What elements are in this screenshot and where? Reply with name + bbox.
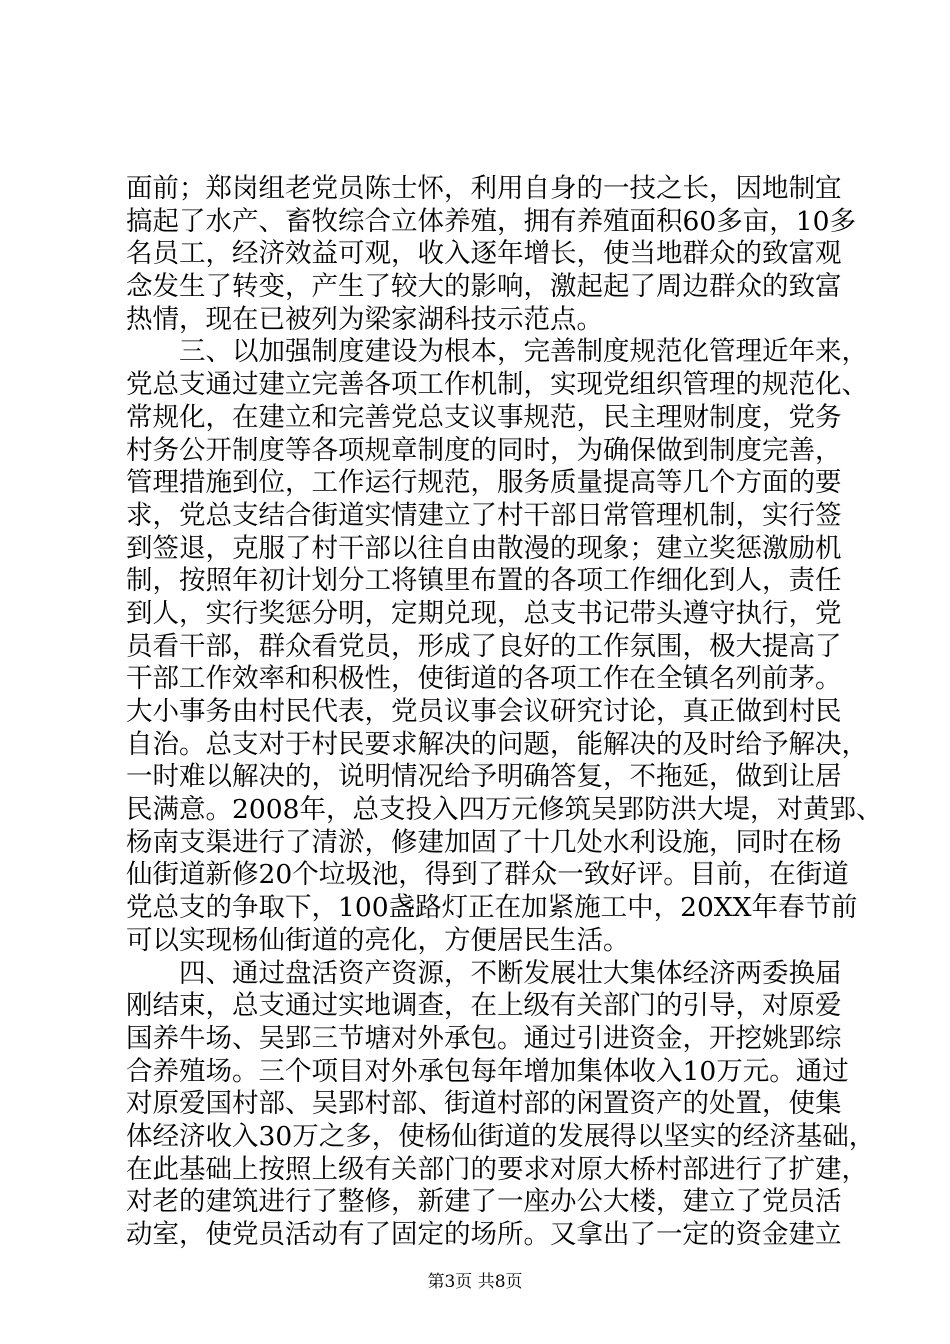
text-line: 面前；郑岗组老党员陈士怀，利用自身的一技之长，因地制宜 — [126, 173, 842, 204]
text-line: 国养牛场、吴郢三节塘对外承包。通过引进资金，开挖姚郢综 — [126, 1022, 842, 1054]
text-line: 到签退，克服了村干部以往自由散漫的现象；建立奖惩激励机 — [126, 532, 842, 564]
text-line: 自治。总支对于村民要求解决的问题，能解决的及时给予解决， — [126, 728, 868, 760]
text-line: 党总支通过建立完善各项工作机制，实现党组织管理的规范化、 — [126, 369, 868, 401]
text-line: 村务公开制度等各项规章制度的同时，为确保做到制度完善， — [126, 434, 842, 466]
text-line: 三、以加强制度建设为根本，完善制度规范化管理近年来， — [126, 336, 868, 368]
text-line: 民满意。2008年，总支投入四万元修筑吴郢防洪大堤，对黄郢、 — [126, 794, 883, 826]
text-line: 制，按照年初计划分工将镇里布置的各项工作细化到人，责任 — [126, 565, 842, 597]
text-line: 体经济收入30万之多，使杨仙街道的发展得以坚实的经济基础， — [126, 1120, 876, 1152]
text-line: 对老的建筑进行了整修，新建了一座办公大楼，建立了党员活 — [126, 1186, 842, 1218]
text-line: 动室，使党员活动有了固定的场所。又拿出了一定的资金建立 — [126, 1219, 842, 1250]
text-line: 杨南支渠进行了清淤，修建加固了十几处水利设施，同时在杨 — [126, 826, 842, 858]
page-footer: 第3页 共8页 — [427, 1272, 523, 1292]
text-line: 名员工，经济效益可观，收入逐年增长，使当地群众的致富观 — [126, 238, 842, 270]
text-line: 可以实现杨仙街道的亮化，方便居民生活。 — [126, 924, 630, 956]
text-line: 到人，实行奖惩分明，定期兑现，总支书记带头遵守执行，党 — [126, 597, 842, 629]
text-line: 求，党总支结合街道实情建立了村干部日常管理机制，实行签 — [126, 499, 842, 531]
text-line: 党总支的争取下，100盏路灯正在加紧施工中，20XX年春节前 — [126, 892, 858, 924]
text-line: 刚结束，总支通过实地调查，在上级有关部门的引导，对原爱 — [126, 990, 842, 1022]
text-line: 仙街道新修20个垃圾池，得到了群众一致好评。目前，在街道 — [126, 859, 849, 891]
text-line: 念发生了转变，产生了较大的影响，激起起了周边群众的致富 — [126, 271, 842, 303]
text-line: 干部工作效率和积极性，使街道的各项工作在全镇名列前茅。 — [126, 663, 842, 695]
text-line: 在此基础上按照上级有关部门的要求对原大桥村部进行了扩建， — [126, 1153, 868, 1185]
text-line: 搞起了水产、畜牧综合立体养殖，拥有养殖面积60多亩，10多 — [126, 205, 856, 237]
text-line: 管理措施到位，工作运行规范，服务质量提高等几个方面的要 — [126, 467, 842, 499]
text-line: 四、通过盘活资产资源，不断发展壮大集体经济两委换届 — [126, 957, 842, 989]
text-line: 常规化，在建立和完善党总支议事规范，民主理财制度，党务 — [126, 401, 842, 433]
text-line: 大小事务由村民代表，党员议事会议研究讨论，真正做到村民 — [126, 696, 842, 727]
body-text — [126, 173, 883, 1252]
text-line: 热情，现在已被列为梁家湖科技示范点。 — [126, 303, 603, 335]
text-line: 合养殖场。三个项目对外承包每年增加集体收入10万元。通过 — [126, 1055, 849, 1087]
text-line: 员看干部，群众看党员，形成了良好的工作氛围，极大提高了 — [126, 630, 842, 662]
text-line: 对原爱国村部、吴郢村部、街道村部的闲置资产的处置，使集 — [126, 1088, 842, 1120]
text-line: 一时难以解决的，说明情况给予明确答复，不拖延，做到让居 — [126, 761, 842, 793]
